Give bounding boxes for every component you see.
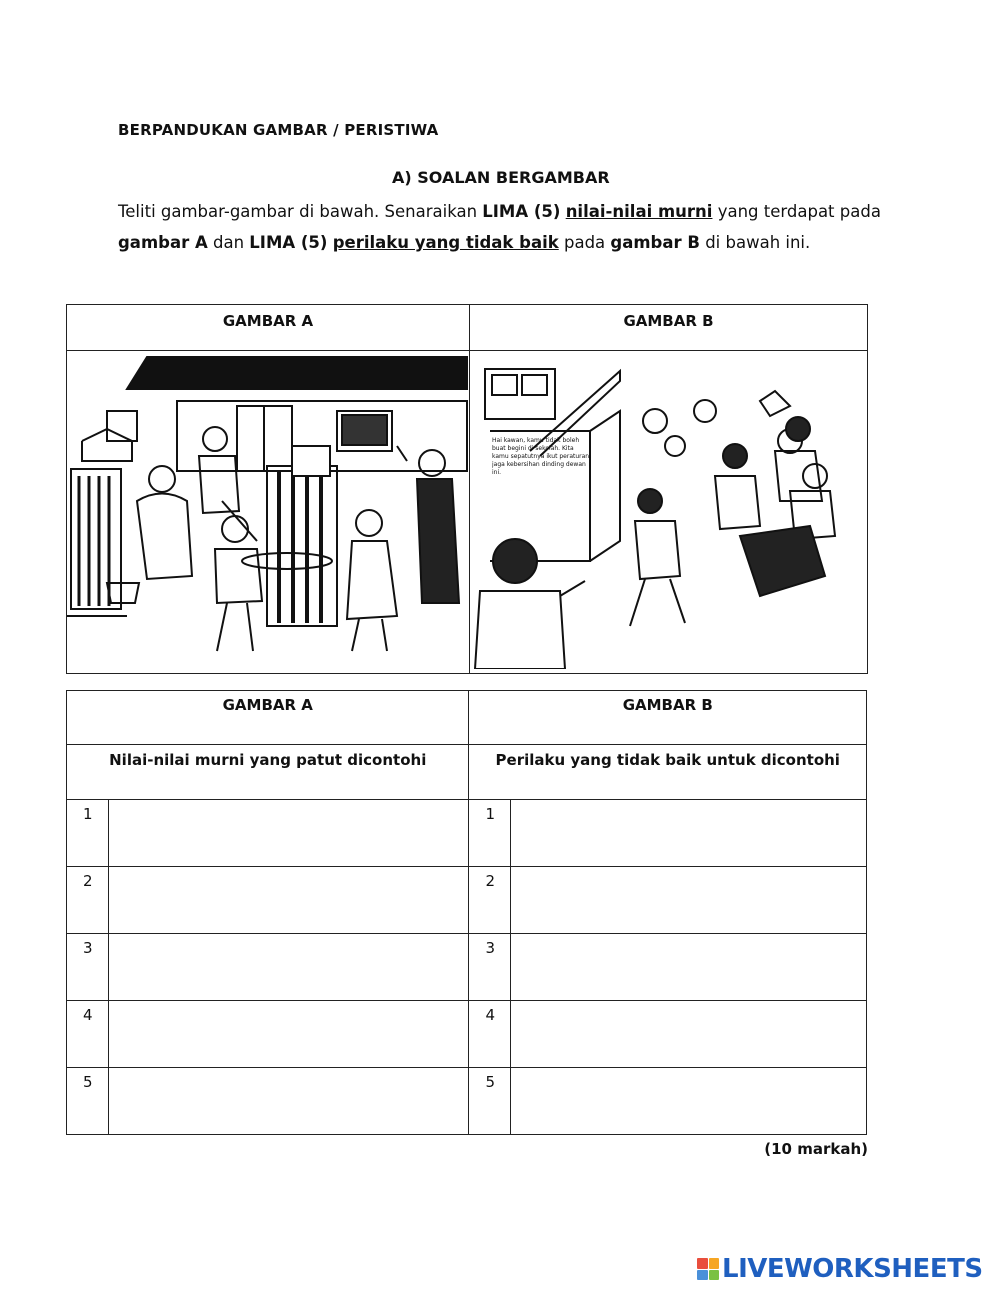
picture-a-header bbox=[67, 305, 470, 351]
table-row bbox=[67, 800, 867, 867]
answer-a-cell[interactable] bbox=[109, 1001, 469, 1068]
answer-a-input-1[interactable] bbox=[113, 804, 462, 862]
page-title: BERPANDUKAN GAMBAR / PERISTIWA bbox=[118, 121, 439, 139]
instruction-part: Teliti gambar-gambar di bawah. Senaraikan bbox=[118, 202, 483, 221]
table-row bbox=[67, 1068, 867, 1135]
answer-b-cell[interactable] bbox=[511, 1001, 867, 1068]
row-number: 1 bbox=[469, 800, 511, 867]
answer-b-subheader bbox=[469, 745, 867, 800]
answer-b-input-3[interactable] bbox=[515, 938, 859, 996]
row-number: 4 bbox=[469, 1001, 511, 1068]
row-number: 3 bbox=[469, 934, 511, 1001]
row-number: 5 bbox=[67, 1068, 109, 1135]
instruction-part: dan bbox=[207, 233, 250, 252]
instruction-text bbox=[118, 196, 888, 258]
logo-icon bbox=[697, 1258, 719, 1280]
row-number: 5 bbox=[469, 1068, 511, 1135]
answer-a-cell[interactable] bbox=[109, 867, 469, 934]
answer-a-input-5[interactable] bbox=[113, 1072, 462, 1130]
answer-b-cell[interactable] bbox=[511, 934, 867, 1001]
picture-b bbox=[470, 351, 868, 674]
instruction-underline: perilaku yang tidak baik bbox=[332, 233, 559, 252]
picture-b-label: GAMBAR B bbox=[623, 312, 714, 330]
answer-a-label: GAMBAR A bbox=[222, 696, 313, 714]
answer-table bbox=[66, 690, 867, 1135]
picture-a-label: GAMBAR A bbox=[222, 312, 314, 330]
answer-b-input-5[interactable] bbox=[515, 1072, 859, 1130]
answer-b-input-4[interactable] bbox=[515, 1005, 859, 1063]
answer-a-subheader-text: Nilai-nilai murni yang patut dicontohi bbox=[109, 751, 427, 769]
picture-a-illustration bbox=[67, 351, 469, 669]
answer-a-subheader bbox=[67, 745, 469, 800]
instruction-bold: gambar B bbox=[610, 233, 700, 252]
instruction-part: yang terdapat pada bbox=[712, 202, 881, 221]
answer-a-input-2[interactable] bbox=[113, 871, 462, 929]
answer-b-input-1[interactable] bbox=[515, 804, 859, 862]
section-title: A) SOALAN BERGAMBAR bbox=[392, 168, 610, 187]
picture-table bbox=[66, 304, 868, 674]
table-row bbox=[67, 1001, 867, 1068]
instruction-bold: LIMA (5) bbox=[482, 202, 561, 221]
answer-b-input-2[interactable] bbox=[515, 871, 859, 929]
answer-a-cell[interactable] bbox=[109, 1068, 469, 1135]
row-number: 4 bbox=[67, 1001, 109, 1068]
table-row bbox=[67, 934, 867, 1001]
picture-b-illustration bbox=[470, 351, 867, 669]
row-number: 3 bbox=[67, 934, 109, 1001]
sign-text: Hai kawan, kamu tidak boleh buat begini di sekolah. Kita kamu sepatutnya ikut peraturan, jaga kebersihan dinding dewan ini. bbox=[492, 437, 592, 476]
answer-b-cell[interactable] bbox=[511, 1068, 867, 1135]
instruction-underline: nilai-nilai murni bbox=[565, 202, 713, 221]
logo-text: LIVEWORKSHEETS bbox=[722, 1254, 983, 1284]
instruction-part: pada bbox=[558, 233, 611, 252]
answer-b-subheader-text: Perilaku yang tidak baik untuk dicontohi bbox=[495, 751, 840, 769]
answer-a-input-3[interactable] bbox=[113, 938, 462, 996]
instruction-part: di bawah ini. bbox=[699, 233, 811, 252]
picture-a bbox=[67, 351, 470, 674]
marks-label: (10 markah) bbox=[764, 1140, 868, 1158]
table-row bbox=[67, 867, 867, 934]
answer-a-cell[interactable] bbox=[109, 934, 469, 1001]
picture-b-header bbox=[470, 305, 868, 351]
answer-b-header bbox=[469, 691, 867, 745]
answer-a-input-4[interactable] bbox=[113, 1005, 462, 1063]
liveworksheets-logo[interactable] bbox=[697, 1254, 983, 1284]
row-number: 2 bbox=[469, 867, 511, 934]
answer-a-cell[interactable] bbox=[109, 800, 469, 867]
answer-b-cell[interactable] bbox=[511, 800, 867, 867]
answer-b-label: GAMBAR B bbox=[622, 696, 713, 714]
answer-a-header bbox=[67, 691, 469, 745]
row-number: 2 bbox=[67, 867, 109, 934]
answer-b-cell[interactable] bbox=[511, 867, 867, 934]
row-number: 1 bbox=[67, 800, 109, 867]
instruction-bold: LIMA (5) bbox=[249, 233, 328, 252]
instruction-bold: gambar A bbox=[118, 233, 208, 252]
